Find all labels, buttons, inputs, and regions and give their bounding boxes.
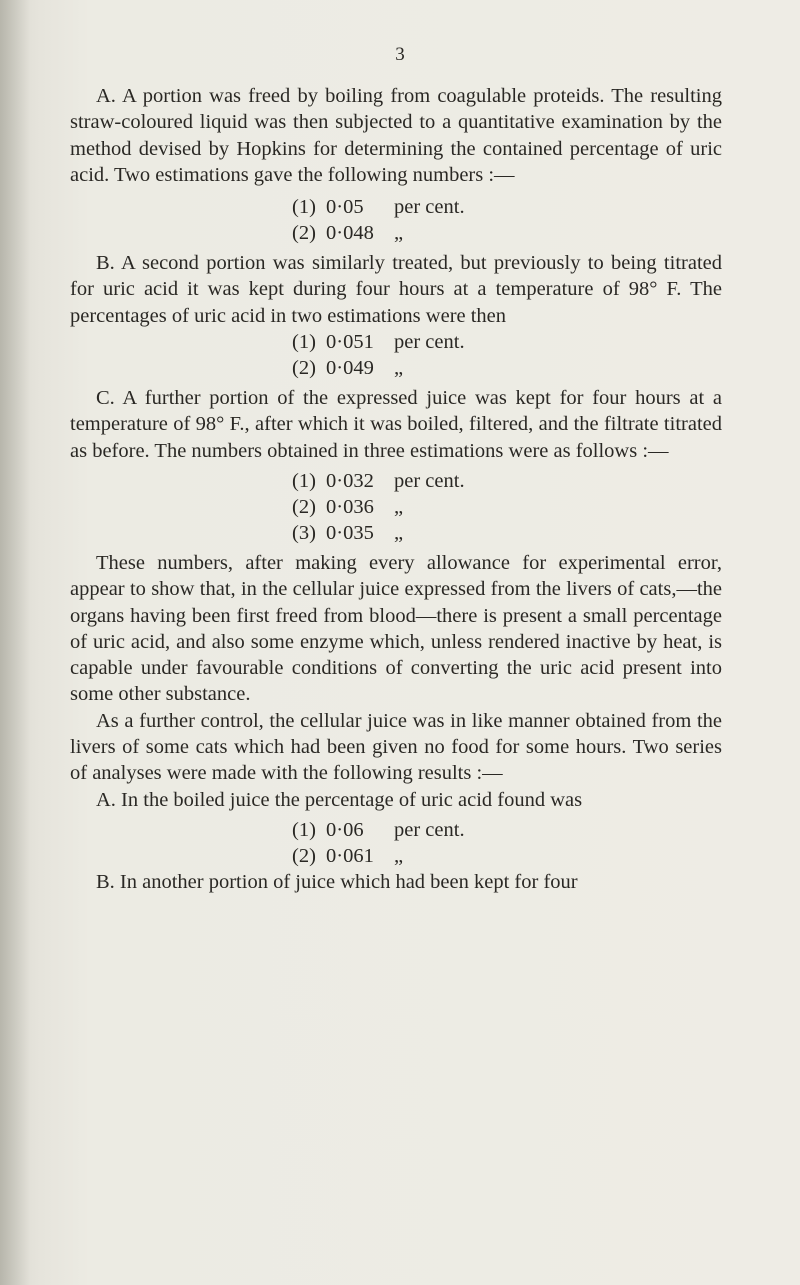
result-unit: per cent. — [394, 469, 465, 492]
result-number: (2) — [292, 495, 316, 518]
result-item — [292, 494, 722, 520]
result-number: (1) — [292, 196, 316, 219]
result-number: (1) — [292, 818, 316, 841]
result-value: 0·048 — [326, 222, 374, 245]
result-unit: „ — [394, 222, 404, 245]
result-number: (2) — [292, 844, 316, 867]
paragraph-c: C. A further portion of the expressed juice was kept for four hours at a temperature of 98° F., after which it was boiled, filtered, and the filtrate titrated as before. The numbers obtained in three estimations were as follows :— — [70, 387, 722, 462]
results-list-c — [70, 468, 722, 546]
paragraph-b: B. A second portion was similarly treated, but previously to being titrated for uric acid it was kept during four hours at a temperature of 98° F. The percentages of uric acid in two estimations were then — [70, 252, 722, 327]
result-item — [292, 817, 722, 843]
result-item — [292, 355, 722, 381]
results-list-b — [70, 329, 722, 381]
result-value: 0·06 — [326, 818, 364, 841]
result-value: 0·051 — [326, 331, 374, 354]
result-item — [292, 843, 722, 869]
paragraph-control-b: B. In another portion of juice which had been kept for four — [96, 870, 578, 893]
result-item — [292, 220, 722, 246]
result-unit: „ — [394, 495, 404, 518]
result-number: (2) — [292, 357, 316, 380]
result-value: 0·061 — [326, 844, 374, 867]
paragraph-control-a: A. In the boiled juice the percentage of uric acid found was — [96, 788, 583, 811]
result-item — [292, 329, 722, 355]
result-unit: per cent. — [394, 196, 465, 219]
results-list-d — [70, 817, 722, 869]
result-item — [292, 194, 722, 220]
paragraph-control: As a further control, the cellular juice was in like manner obtained from the livers of some cats which had been given no food for some hours. Two series of analyses were made with the following results :— — [70, 709, 722, 785]
result-value: 0·05 — [326, 196, 364, 219]
page-body — [70, 83, 722, 895]
result-item — [292, 468, 722, 494]
result-unit: per cent. — [394, 818, 465, 841]
result-number: (3) — [292, 521, 316, 544]
result-value: 0·049 — [326, 357, 374, 380]
result-value: 0·035 — [326, 521, 374, 544]
result-value: 0·036 — [326, 495, 374, 518]
result-unit: per cent. — [394, 331, 465, 354]
result-unit: „ — [394, 521, 404, 544]
paragraph-a: A. A portion was freed by boiling from coagulable proteids. The resulting straw-coloured liquid was then subjected to a quantitative examination by the method devised by Hopkins for determining the contained percentage of uric acid. Two estimations gave the following numbers :— — [70, 85, 722, 186]
results-list-a — [70, 194, 722, 246]
binding-shadow — [0, 0, 30, 1285]
result-number: (1) — [292, 331, 316, 354]
page-number: 3 — [395, 44, 405, 65]
result-number: (1) — [292, 469, 316, 492]
paragraph-discussion: These numbers, after making every allowance for experimental error, appear to show that, in the cellular juice expressed from the livers of cats,—the organs having been first freed from blood—there is present a small percentage of uric acid, and also some enzyme which, unless rendered inactive by heat, is capable under favourable conditions of converting the uric acid present into some other substance. — [70, 551, 722, 706]
result-number: (2) — [292, 222, 316, 245]
result-unit: „ — [394, 357, 404, 380]
result-unit: „ — [394, 844, 404, 867]
result-item — [292, 520, 722, 546]
result-value: 0·032 — [326, 469, 374, 492]
